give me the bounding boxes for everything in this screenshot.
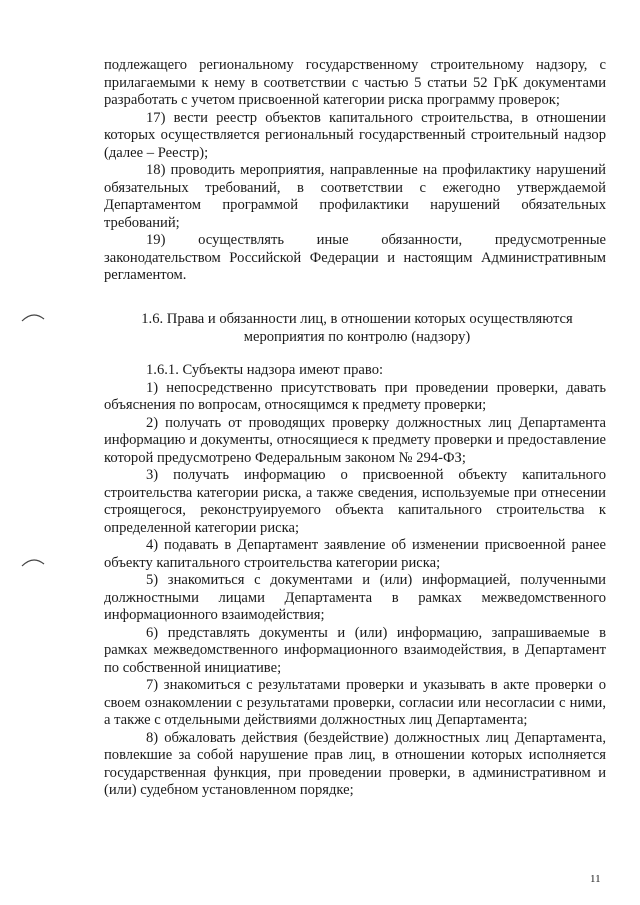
right-item-4: 4) подавать в Департамент заявление об изменении присвоенной ранее объекту капитального строительства категории риска; bbox=[104, 537, 606, 571]
right-item-5: 5) знакомиться с документами и (или) информацией, полученными должностными лицами Департамента в рамках межведомственного информационного взаимодействия; bbox=[104, 572, 606, 623]
section-heading-line-2: мероприятия по контролю (надзору) bbox=[243, 328, 471, 345]
paragraph-item-17: 17) вести реестр объектов капитального строительства, в отношении которых осуществляется региональный государственный строительный надзор (далее – Реестр); bbox=[104, 109, 606, 161]
section-heading bbox=[118, 311, 596, 346]
right-item-8: 8) обжаловать действия (бездействие) должностных лиц Департамента, повлекшие за собой нарушение прав лиц, в отношении которых исполняется государственная функция, при проведении проверки, в административном и (или) судебном установленном порядке; bbox=[104, 729, 606, 798]
bottom-text-block bbox=[104, 362, 606, 800]
right-item-6: 6) представлять документы и (или) информацию, запрашиваемые в рамках межведомственного информационного взаимодействия, в Департамент по собственной инициативе; bbox=[104, 624, 606, 676]
paragraph: подлежащего региональному государственному строительному надзору, с прилагаемыми к нему в соответствии с частью 5 статьи 52 ГрК документами разработать с учетом присвоенной категории риска программу проверок; bbox=[104, 57, 606, 108]
right-item-2: 2) получать от проводящих проверку должностных лиц Департамента информацию и документы, относящиеся к предмету проверки и предоставление которой предусмотрено Федеральным законом № 294-ФЗ; bbox=[104, 414, 606, 466]
punch-hole-mark-top bbox=[20, 312, 46, 322]
punch-hole-mark-bottom bbox=[20, 557, 46, 567]
right-item-3: 3) получать информацию о присвоенной объекту капитального строительства категории риска, а также сведения, используемые при отнесении строящегося, реконструируемого объекта капитального строительства к определенной категории риска; bbox=[104, 467, 606, 536]
paragraph-item-19: 19) осуществлять иные обязанности, предусмотренные законодательством Российской Федерации и настоящим Административным регламентом. bbox=[104, 232, 606, 283]
subsection-title: 1.6.1. Субъекты надзора имеют право: bbox=[146, 362, 384, 378]
right-item-1: 1) непосредственно присутствовать при проведении проверки, давать объяснения по вопросам, относящимся к предмету проверки; bbox=[104, 379, 606, 413]
page-number: 11 bbox=[590, 873, 601, 885]
section-heading-line-1: 1.6. Права и обязанности лиц, в отношении которых осуществляются bbox=[141, 311, 573, 327]
right-item-7: 7) знакомиться с результатами проверки и указывать в акте проверки о своем ознакомлении с результатами проверки, согласии или несогласии с ними, а также с отдельными действиями должностных лиц Департамента; bbox=[104, 677, 606, 728]
paragraph-item-18: 18) проводить мероприятия, направленные на профилактику нарушений обязательных требований, в соответствии с ежегодно утверждаемой Департаментом программой профилактики нарушений обязательных требований; bbox=[104, 162, 606, 231]
top-text-block bbox=[104, 57, 606, 285]
